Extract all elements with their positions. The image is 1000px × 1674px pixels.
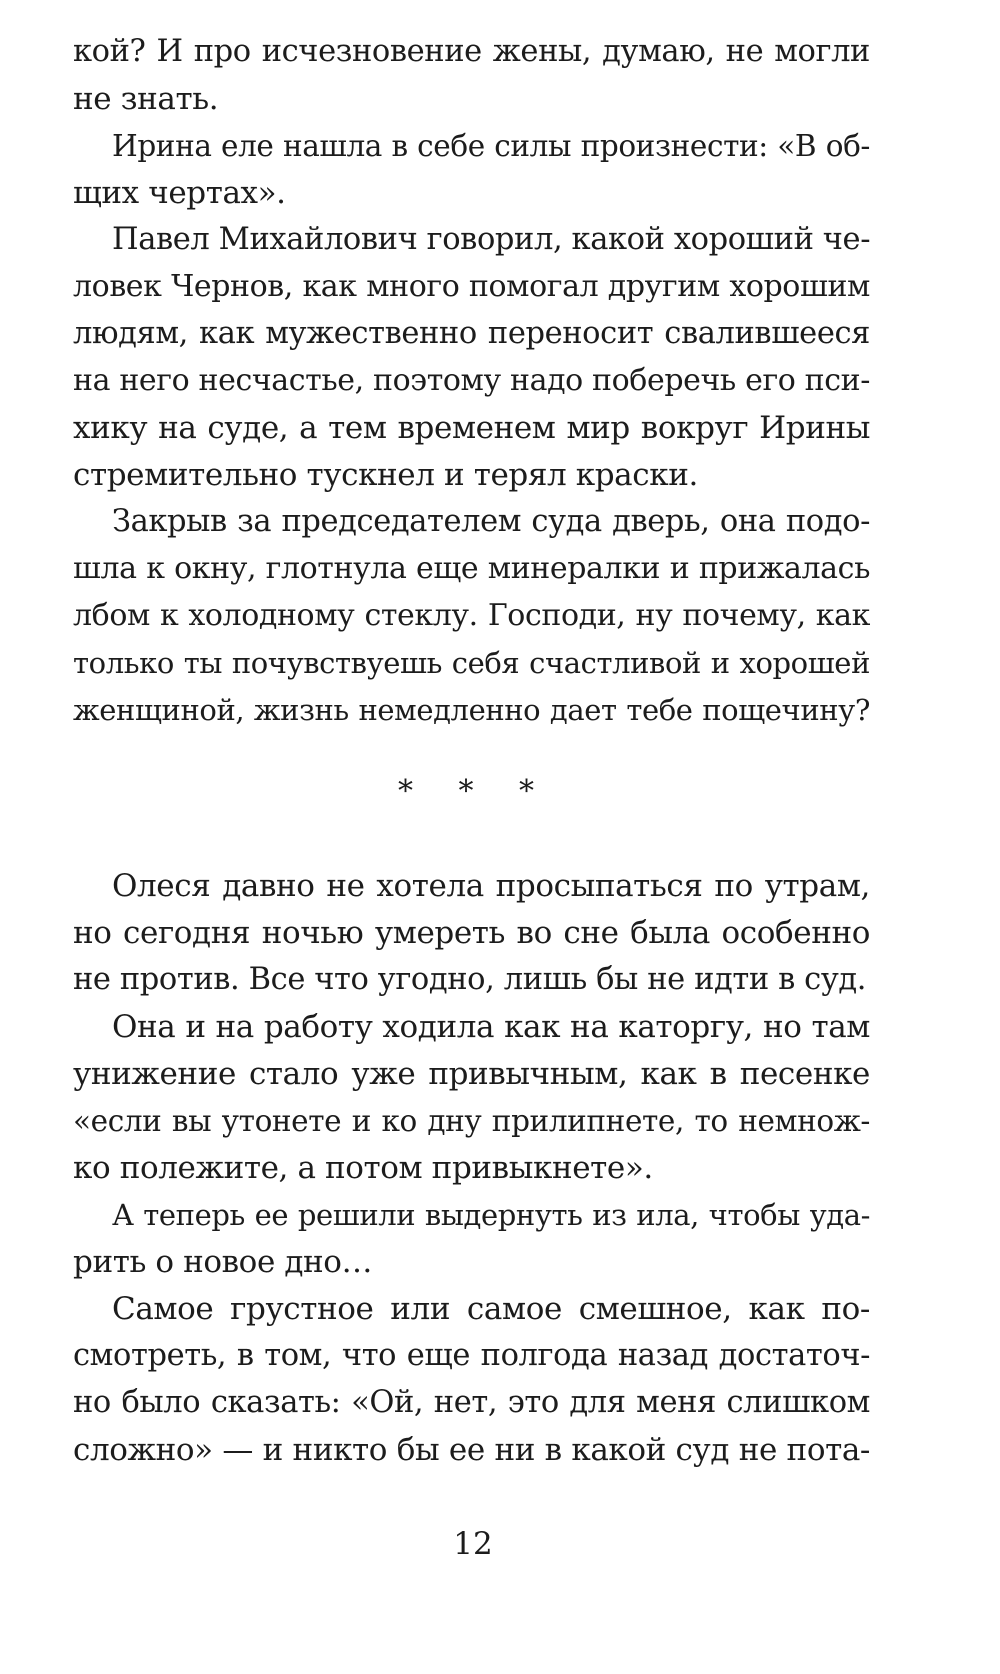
text-line: смотреть, в том, что еще полгода назад достаточ- (73, 1338, 870, 1373)
text-line: Ирина еле нашла в себе силы произнести: «В об- (112, 129, 870, 163)
text-line: Олеся давно не хотела просыпаться по утрам, (112, 868, 870, 904)
page-number: 12 (453, 1526, 493, 1562)
text-line: только ты почувствуешь себя счастливой и хорошей (73, 646, 870, 680)
text-line: на него несчастье, поэтому надо поберечь его пси- (73, 363, 870, 398)
text-line: ко полежите, а потом привыкнете». (73, 1150, 653, 1186)
text-line: рить о новое дно… (73, 1244, 373, 1280)
text-line: лбом к холодному стеклу. Господи, ну почему, как (73, 598, 870, 633)
text-line: но сегодня ночью умереть во сне была особенно (73, 915, 870, 951)
section-separator: * * * (397, 774, 553, 809)
text-line: Закрыв за председателем суда дверь, она подо- (112, 504, 870, 539)
text-line: шла к окну, глотнула еще минералки и прижалась (73, 551, 870, 586)
text-line: кой? И про исчезновение жены, думаю, не могли (73, 34, 870, 69)
text-line: Она и на работу ходила как на каторгу, но там (112, 1009, 870, 1045)
text-line: сложно» — и никто бы ее ни в какой суд не пота- (73, 1432, 870, 1468)
text-line: унижение стало уже привычным, как в песенке (73, 1056, 870, 1092)
text-line: стремительно тускнел и терял краски. (73, 457, 698, 493)
text-line: не знать. (73, 81, 219, 117)
text-line: А теперь ее решили выдернуть из ила, чтобы уда- (112, 1198, 870, 1232)
text-line: не против. Все что угодно, лишь бы не идти в суд. (73, 962, 867, 997)
text-line: но было сказать: «Ой, нет, это для меня слишком (73, 1385, 870, 1420)
text-line: женщиной, жизнь немедленно дает тебе пощечину? (73, 693, 870, 727)
text-line: Самое грустное или самое смешное, как по- (112, 1291, 870, 1327)
text-line: людям, как мужественно переносит свалившееся (73, 316, 870, 351)
text-line: «если вы утонете и ко дну прилипнете, то немнож- (73, 1104, 870, 1138)
text-line: Павел Михайлович говорил, какой хороший че- (112, 222, 871, 257)
text-line: ловек Чернов, как много помогал другим хорошим (73, 269, 870, 304)
text-line: щих чертах». (73, 175, 286, 211)
text-line: хику на суде, а тем временем мир вокруг Ирины (73, 410, 870, 446)
